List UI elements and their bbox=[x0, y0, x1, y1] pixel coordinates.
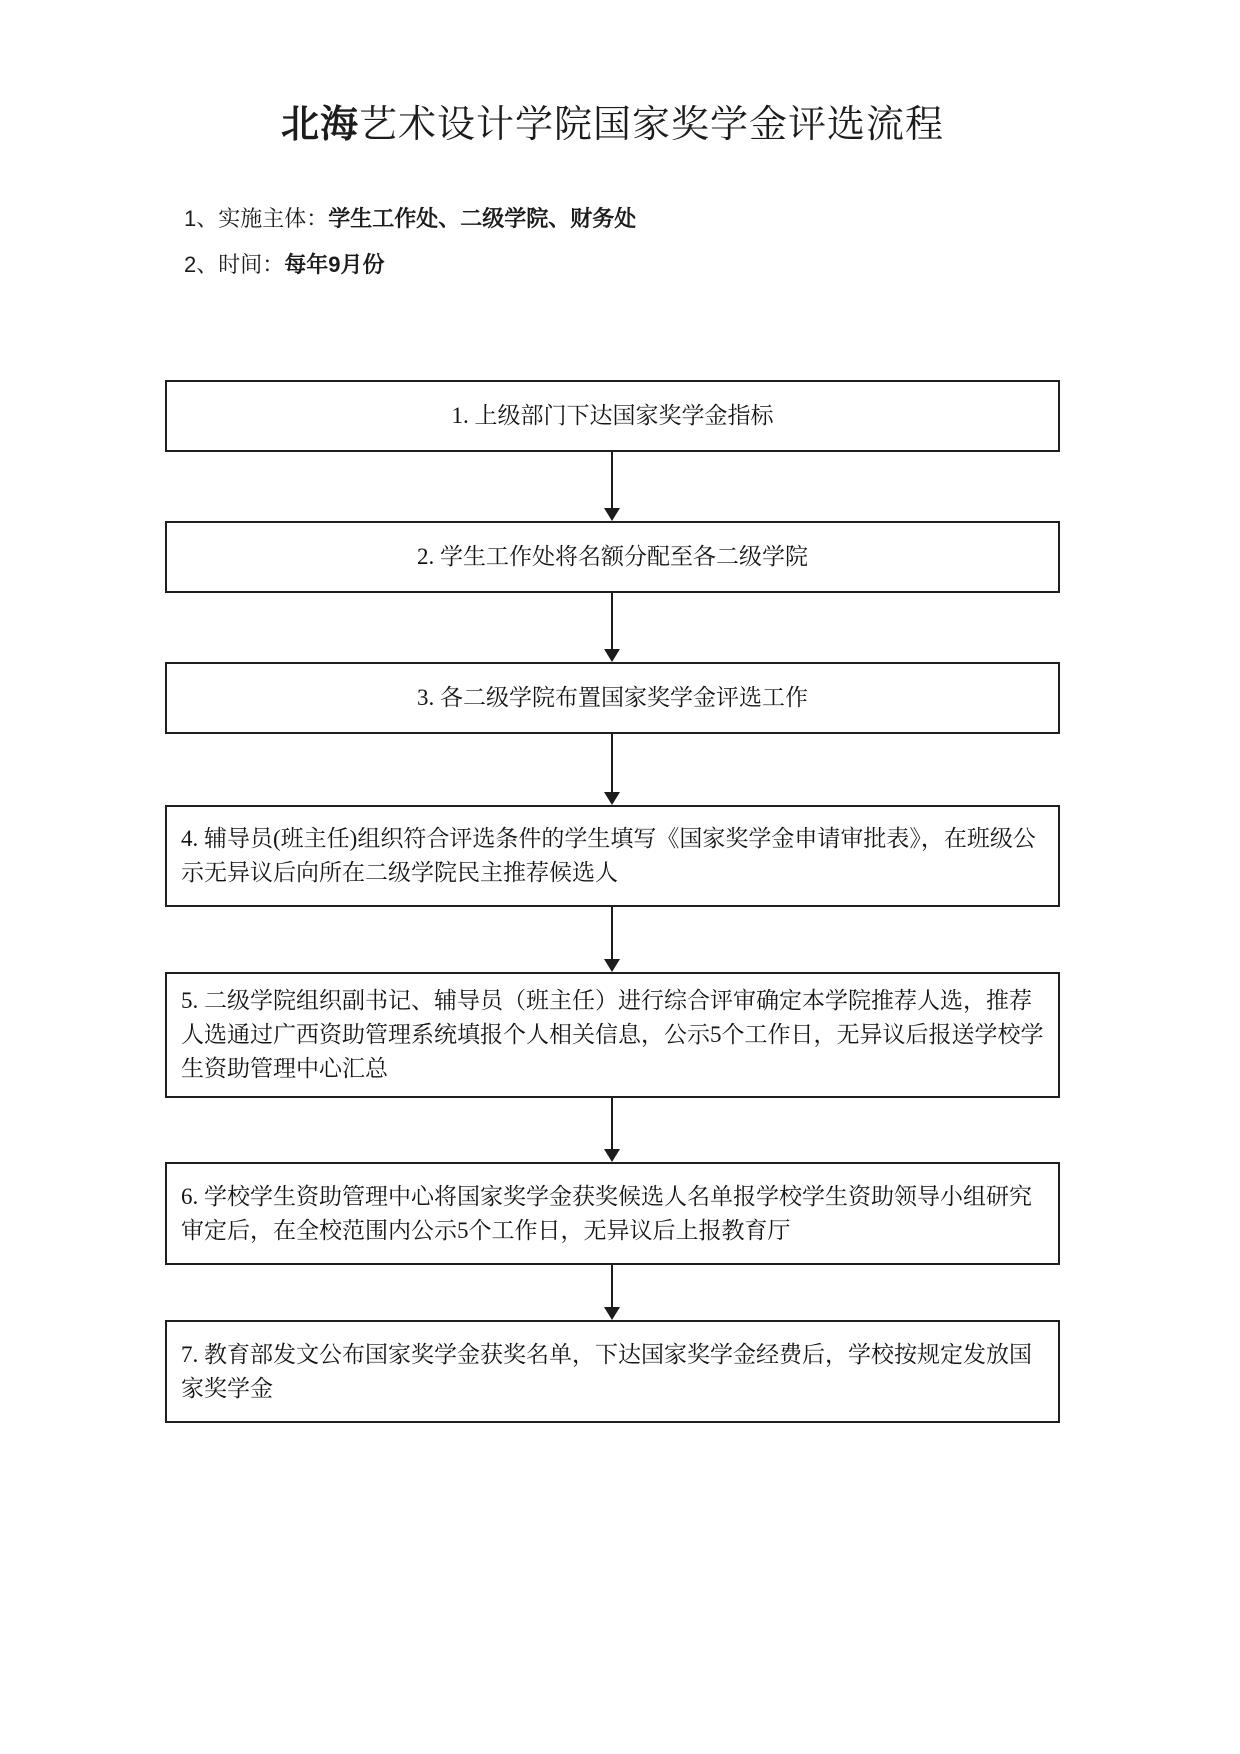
arrow-down-icon bbox=[604, 649, 620, 662]
flow-step-3 bbox=[165, 662, 1060, 734]
flow-step-4 bbox=[165, 805, 1060, 907]
flow-step-1 bbox=[165, 380, 1060, 452]
flow-arrow-1 bbox=[611, 452, 613, 508]
page-title-rest: 艺术设计学院国家奖学金评选流程 bbox=[359, 104, 945, 146]
meta-subject-label: 1、实施主体： bbox=[184, 206, 329, 231]
flow-step-5-text: 5. 二级学院组织副书记、辅导员（班主任）进行综合评审确定本学院推荐人选，推荐人选通过广西资助管理系统填报个人相关信息，公示5个工作日，无异议后报送学校学生资助管理中心汇总 bbox=[181, 988, 1044, 1081]
flow-step-1-text: 1. 上级部门下达国家奖学金指标 bbox=[451, 403, 774, 428]
flow-arrow-4 bbox=[611, 907, 613, 959]
arrow-down-icon bbox=[604, 792, 620, 805]
flow-step-7 bbox=[165, 1320, 1060, 1423]
flow-step-6 bbox=[165, 1162, 1060, 1265]
flow-arrow-6 bbox=[611, 1265, 613, 1307]
flow-arrow-5 bbox=[611, 1098, 613, 1149]
page-title-prefix: 北海 bbox=[280, 104, 359, 146]
arrow-down-icon bbox=[604, 508, 620, 521]
flow-arrow-3 bbox=[611, 734, 613, 792]
meta-subject-value: 学生工作处、二级学院、财务处 bbox=[328, 206, 637, 231]
flow-step-2-text: 2. 学生工作处将名额分配至各二级学院 bbox=[417, 544, 808, 569]
meta-time-label: 2、时间： bbox=[184, 252, 285, 277]
flow-step-4-text: 4. 辅导员(班主任)组织符合评选条件的学生填写《国家奖学金申请审批表》，在班级公示无异议后向所在二级学院民主推荐候选人 bbox=[181, 826, 1036, 885]
meta-line-subject bbox=[184, 204, 636, 234]
page-title bbox=[165, 100, 1060, 150]
flow-step-6-text: 6. 学校学生资助管理中心将国家奖学金获奖候选人名单报学校学生资助领导小组研究审定后，在全校范围内公示5个工作日，无异议后上报教育厅 bbox=[181, 1183, 1032, 1243]
flow-arrow-2 bbox=[611, 593, 613, 649]
flow-step-5 bbox=[165, 972, 1060, 1098]
flow-step-2 bbox=[165, 521, 1060, 593]
meta-line-time bbox=[184, 250, 385, 280]
arrow-down-icon bbox=[604, 1149, 620, 1162]
flow-step-3-text: 3. 各二级学院布置国家奖学金评选工作 bbox=[417, 685, 808, 710]
arrow-down-icon bbox=[604, 1307, 620, 1320]
arrow-down-icon bbox=[604, 959, 620, 972]
meta-time-value: 每年9月份 bbox=[284, 252, 385, 277]
flow-step-7-text: 7. 教育部发文公布国家奖学金获奖名单，下达国家奖学金经费后，学校按规定发放国家奖学金 bbox=[181, 1341, 1032, 1401]
